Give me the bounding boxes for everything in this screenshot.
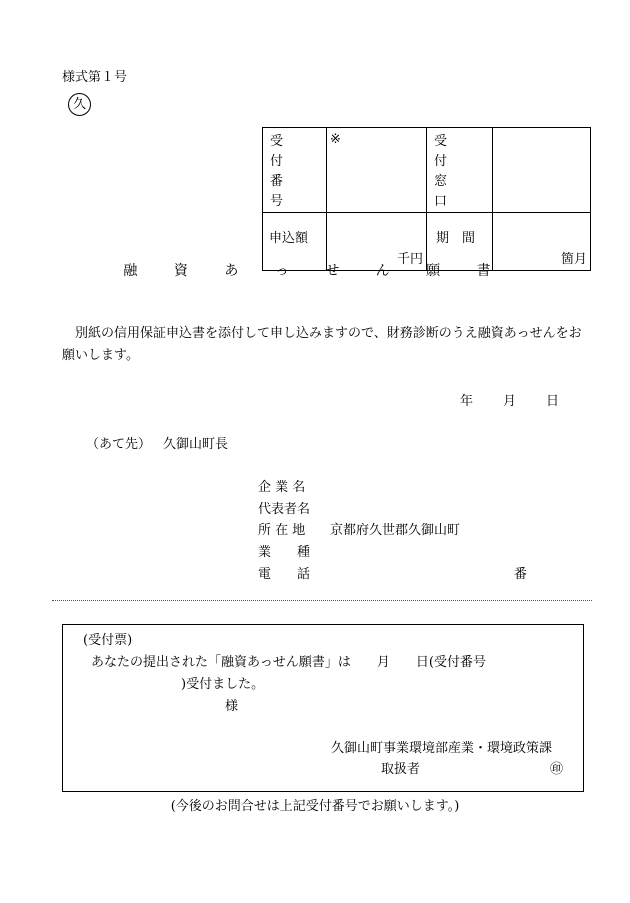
receipt-heading: (受付票): [83, 633, 133, 648]
cut-line-divider: [52, 600, 592, 601]
reception-table: [262, 127, 591, 271]
application-amount-label: 申込額: [263, 213, 327, 271]
receipt-slip: [62, 624, 584, 792]
receipt-number-label: 受 付 番 号: [263, 128, 327, 213]
phone-suffix: 番: [514, 567, 528, 582]
amount-unit: 千円: [396, 252, 423, 267]
receipt-number-value[interactable]: ※: [327, 128, 427, 213]
address-value: 京都府久世郡久御山町: [330, 523, 461, 538]
period-unit: 箇月: [560, 252, 587, 267]
receipt-line1: あなたの提出された「融資あっせん願書」は 月 日(受付番号: [91, 655, 486, 670]
receipt-honorific: 様: [225, 699, 239, 714]
kyu-seal-icon: 久: [68, 93, 91, 116]
reception-window-label: 受 付 窓 口: [427, 128, 493, 213]
date-line: [460, 390, 559, 409]
reception-window-value[interactable]: [493, 128, 591, 213]
document-title: 融 資 あ っ せ ん 願 書: [123, 263, 507, 279]
address-label: 所 在 地: [258, 523, 306, 538]
receipt-department: 久御山町事業環境部産業・環境政策課: [331, 741, 553, 756]
receipt-line2: )受付ました。: [181, 677, 265, 692]
receipt-handler-label: 取扱者: [381, 762, 421, 777]
date-year: 年: [460, 394, 474, 409]
industry-label: 業 種: [258, 545, 311, 560]
company-label: 企 業 名: [258, 480, 306, 495]
form-number: 様式第１号: [62, 70, 128, 85]
addressee-label: （あて先）: [86, 437, 152, 452]
period-label: 期 間: [427, 213, 493, 271]
body-text: 別紙の信用保証申込書を添付して申し込みますので、財務診断のうえ融資あっせんをお願いします。: [62, 326, 582, 363]
date-day: 日: [546, 394, 560, 409]
date-month: 月: [503, 394, 517, 409]
handler-seal-icon: ㊞: [550, 762, 564, 777]
representative-label: 代表者名: [258, 502, 311, 517]
phone-label: 電 話: [258, 567, 311, 582]
footer-note: (今後のお問合せは上記受付番号でお願いします。): [170, 799, 460, 814]
addressee-name: 久御山町長: [163, 437, 229, 452]
